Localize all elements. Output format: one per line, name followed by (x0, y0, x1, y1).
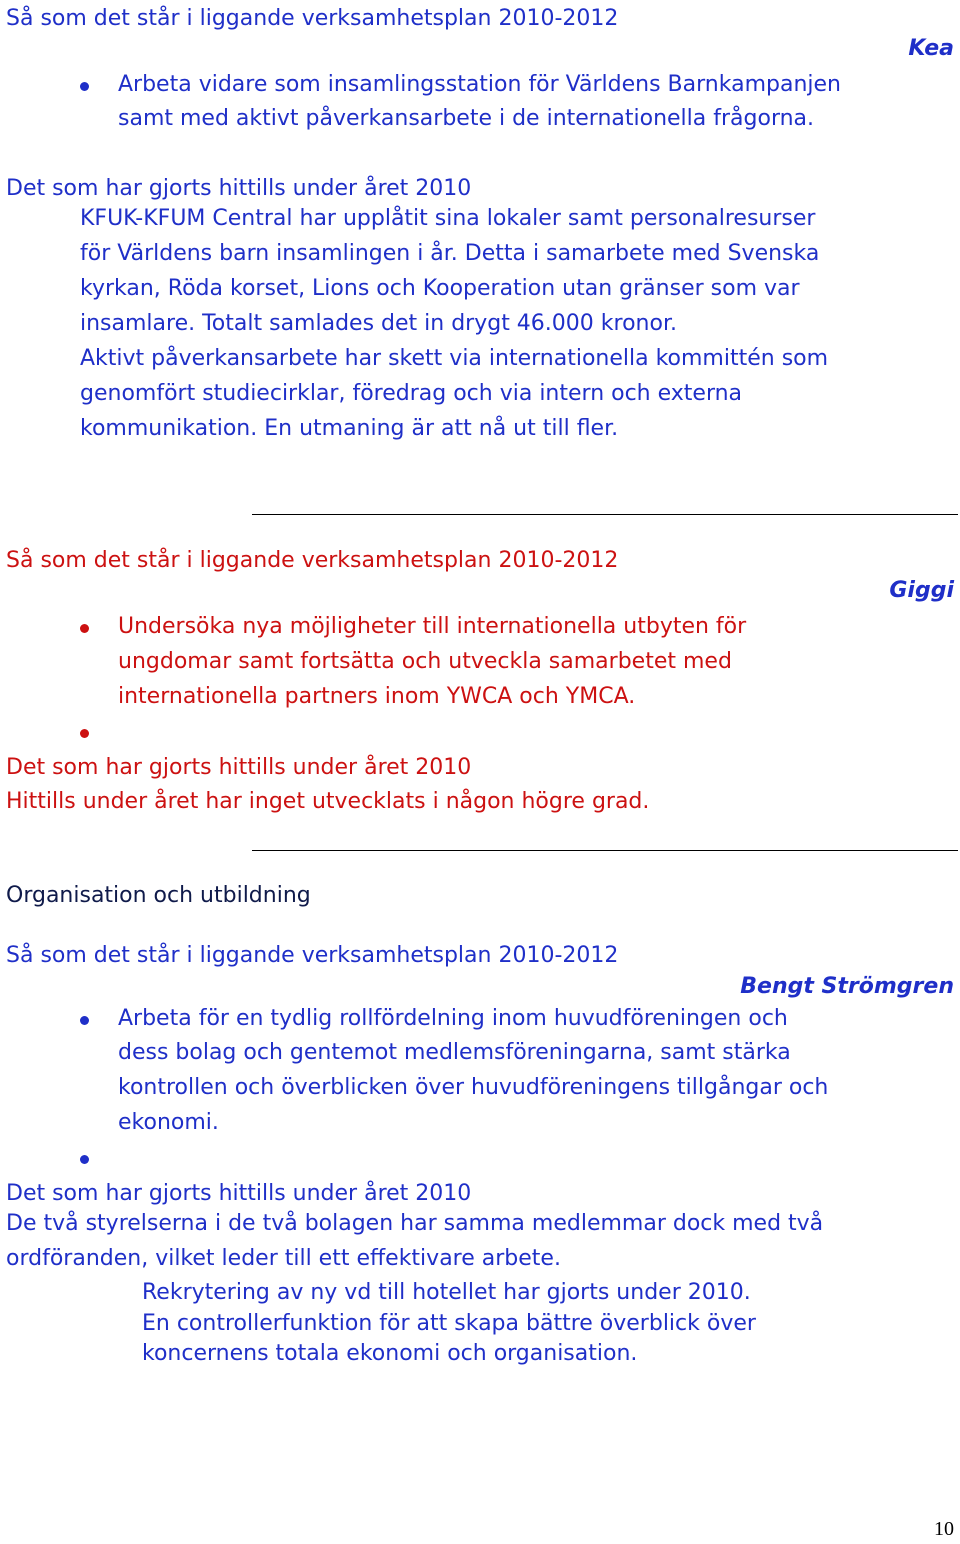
progress-text-line: De två styrelserna i de två bolagen har samma medlemmar dock med två (6, 1211, 824, 1236)
progress-heading: Det som har gjorts hittills under året 2010 (6, 755, 472, 780)
indented-text-line: koncernens totala ekonomi och organisation. (142, 1341, 638, 1366)
bullet-text-line: Undersöka nya möjligheter till internationella utbyten för (118, 614, 747, 639)
signature: Bengt Strömgren (740, 974, 954, 999)
progress-text-line: insamlare. Totalt samlades det in drygt 46.000 kronor. (80, 311, 677, 336)
progress-text-line: ordföranden, vilket leder till ett effektivare arbete. (6, 1246, 561, 1271)
progress-text-line: kommunikation. En utmaning är att nå ut till fler. (80, 416, 619, 441)
bullet-icon (80, 624, 89, 633)
section-title: Organisation och utbildning (6, 883, 311, 908)
bullet-text-line: Arbeta vidare som insamlingsstation för Världens Barnkampanjen (118, 72, 841, 97)
section-heading: Så som det står i liggande verksamhetsplan 2010-2012 (6, 6, 619, 31)
progress-text-line: Aktivt påverkansarbete har skett via internationella kommittén som (80, 346, 829, 371)
page-number: 10 (934, 1518, 954, 1540)
bullet-text-line: dess bolag och gentemot medlemsföreningarna, samt stärka (118, 1040, 791, 1065)
progress-heading: Det som har gjorts hittills under året 2010 (6, 176, 472, 201)
horizontal-rule (252, 514, 958, 515)
bullet-text-line: Arbeta för en tydlig rollfördelning inom huvudföreningen och (118, 1006, 788, 1031)
indented-text-line: Rekrytering av ny vd till hotellet har gjorts under 2010. (142, 1280, 751, 1305)
progress-text-line: KFUK-KFUM Central har upplåtit sina lokaler samt personalresurser (80, 206, 816, 231)
progress-text-line: kyrkan, Röda korset, Lions och Kooperation utan gränser som var (80, 276, 800, 301)
progress-text-line: för Världens barn insamlingen i år. Detta i samarbete med Svenska (80, 241, 820, 266)
bullet-icon (80, 1016, 89, 1025)
bullet-icon (80, 729, 89, 738)
progress-text-line: genomfört studiecirklar, föredrag och via intern och externa (80, 381, 743, 406)
bullet-text-line: kontrollen och överblicken över huvudföreningens tillgångar och (118, 1075, 829, 1100)
bullet-text-line: samt med aktivt påverkansarbete i de internationella frågorna. (118, 106, 815, 131)
section-heading: Så som det står i liggande verksamhetsplan 2010-2012 (6, 548, 619, 573)
bullet-text-line: internationella partners inom YWCA och YMCA. (118, 684, 636, 709)
progress-heading: Det som har gjorts hittills under året 2010 (6, 1181, 472, 1206)
horizontal-rule (252, 850, 958, 851)
signature: Giggi (889, 578, 954, 603)
bullet-icon (80, 1155, 89, 1164)
bullet-icon (80, 82, 89, 91)
bullet-text-line: ungdomar samt fortsätta och utveckla samarbetet med (118, 649, 732, 674)
section-heading: Så som det står i liggande verksamhetsplan 2010-2012 (6, 943, 619, 968)
bullet-text-line: ekonomi. (118, 1110, 219, 1135)
indented-text-line: En controllerfunktion för att skapa bättre överblick över (142, 1311, 756, 1336)
signature: Kea (908, 36, 954, 61)
progress-text: Hittills under året har inget utvecklats i någon högre grad. (6, 789, 650, 814)
